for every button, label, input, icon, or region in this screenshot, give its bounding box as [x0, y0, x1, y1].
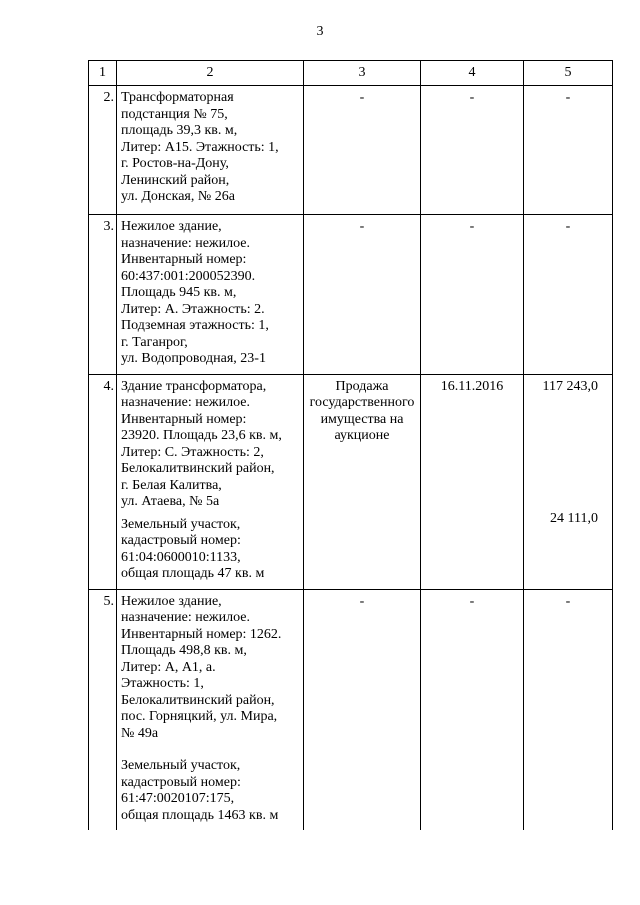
property-description	[117, 589, 304, 830]
description-line: № 49а	[121, 725, 159, 741]
row-number: 3.	[89, 215, 117, 375]
header-cell: 2	[117, 61, 304, 86]
sale-method-cell: -	[304, 589, 421, 830]
table-row	[89, 215, 613, 375]
property-description	[117, 374, 304, 589]
row-number: 5.	[89, 589, 117, 830]
description-line: ул. Водопроводная, 23-1	[121, 351, 266, 366]
description-line: ул. Атаева, № 5а	[121, 494, 220, 509]
description-line: Подземная этажность: 1,	[121, 318, 269, 333]
row-number: 2.	[89, 86, 117, 215]
property-description	[117, 215, 304, 375]
description-line: пос. Горняцкий, ул. Мира,	[121, 709, 278, 724]
price-cell: -	[524, 589, 613, 830]
sale-method-cell	[304, 374, 421, 589]
sale-method-line: Продажа	[335, 378, 389, 394]
sale-method-line: имущества на	[320, 411, 404, 427]
header-cell: 5	[524, 61, 613, 86]
header-cell: 3	[304, 61, 421, 86]
land-plot-line: 61:47:0020107:175,	[121, 791, 235, 806]
sale-method-cell: -	[304, 86, 421, 215]
sale-method-line: аукционе	[334, 428, 390, 443]
land-plot-line: общая площадь 1463 кв. м	[121, 807, 279, 823]
description-line: Этажность: 1,	[121, 676, 204, 691]
description-line: Ленинский район,	[121, 172, 230, 188]
table-header-row	[89, 61, 613, 86]
description-line: площадь 39,3 кв. м,	[121, 123, 238, 138]
land-plot-line: Земельный участок,	[121, 516, 241, 532]
description-line: г. Таганрог,	[121, 334, 188, 350]
description-line: Нежилое здание,	[121, 593, 222, 609]
table-row	[89, 589, 613, 830]
description-line: Инвентарный номер: 1262.	[121, 626, 282, 642]
description-line: Инвентарный номер:	[121, 411, 247, 427]
description-line: Литер: А, А1, а.	[121, 659, 216, 675]
sale-method-cell: -	[304, 215, 421, 375]
price-cell: -	[524, 215, 613, 375]
description-line: Литер: С. Этажность: 2,	[121, 444, 264, 460]
description-line: г. Ростов-на-Дону,	[121, 156, 229, 171]
description-line: ул. Донская, № 26а	[121, 189, 235, 204]
description-line: Здание трансформатора,	[121, 378, 267, 394]
land-plot-line: кадастровый номер:	[121, 533, 241, 548]
page-number: 3	[316, 24, 324, 39]
land-plot-line: 61:04:0600010:1133,	[121, 549, 241, 565]
property-table	[88, 60, 613, 830]
description-line: г. Белая Калитва,	[121, 477, 222, 493]
date-cell: 16.11.2016	[421, 374, 524, 589]
table-row	[89, 374, 613, 589]
sale-method-line: государственного	[309, 395, 415, 410]
description-line: Нежилое здание,	[121, 219, 222, 234]
land-plot-line: кадастровый номер:	[121, 774, 241, 790]
property-description	[117, 86, 304, 215]
description-line: Трансформаторная	[121, 90, 234, 105]
description-line: Белокалитвинский район,	[121, 692, 275, 708]
description-line: назначение: нежилое.	[121, 235, 250, 251]
date-cell: -	[421, 86, 524, 215]
description-line: Инвентарный номер:	[121, 252, 247, 267]
description-line: Литер: А15. Этажность: 1,	[121, 139, 279, 155]
description-line: Белокалитвинский район,	[121, 461, 275, 476]
description-line: Литер: А. Этажность: 2.	[121, 301, 265, 317]
description-line: назначение: нежилое.	[121, 395, 250, 410]
date-cell: -	[421, 215, 524, 375]
description-line: назначение: нежилое.	[121, 610, 250, 625]
header-cell: 4	[421, 61, 524, 86]
table-row	[89, 86, 613, 215]
description-line: 23920. Площадь 23,6 кв. м,	[121, 428, 282, 443]
description-line: подстанция № 75,	[121, 106, 228, 122]
price-cell: -	[524, 86, 613, 215]
land-plot-line: Земельный участок,	[121, 758, 241, 773]
description-line: Площадь 945 кв. м,	[121, 285, 237, 300]
price-cell	[524, 374, 613, 589]
land-price: 24 111,0	[550, 511, 598, 526]
row-number: 4.	[89, 374, 117, 589]
header-cell: 1	[89, 61, 117, 86]
description-line: 60:437:001:200052390.	[121, 268, 256, 284]
land-plot-line: общая площадь 47 кв. м	[121, 566, 265, 581]
date-cell: -	[421, 589, 524, 830]
description-line: Площадь 498,8 кв. м,	[121, 643, 247, 658]
building-price: 117 243,0	[542, 378, 598, 394]
